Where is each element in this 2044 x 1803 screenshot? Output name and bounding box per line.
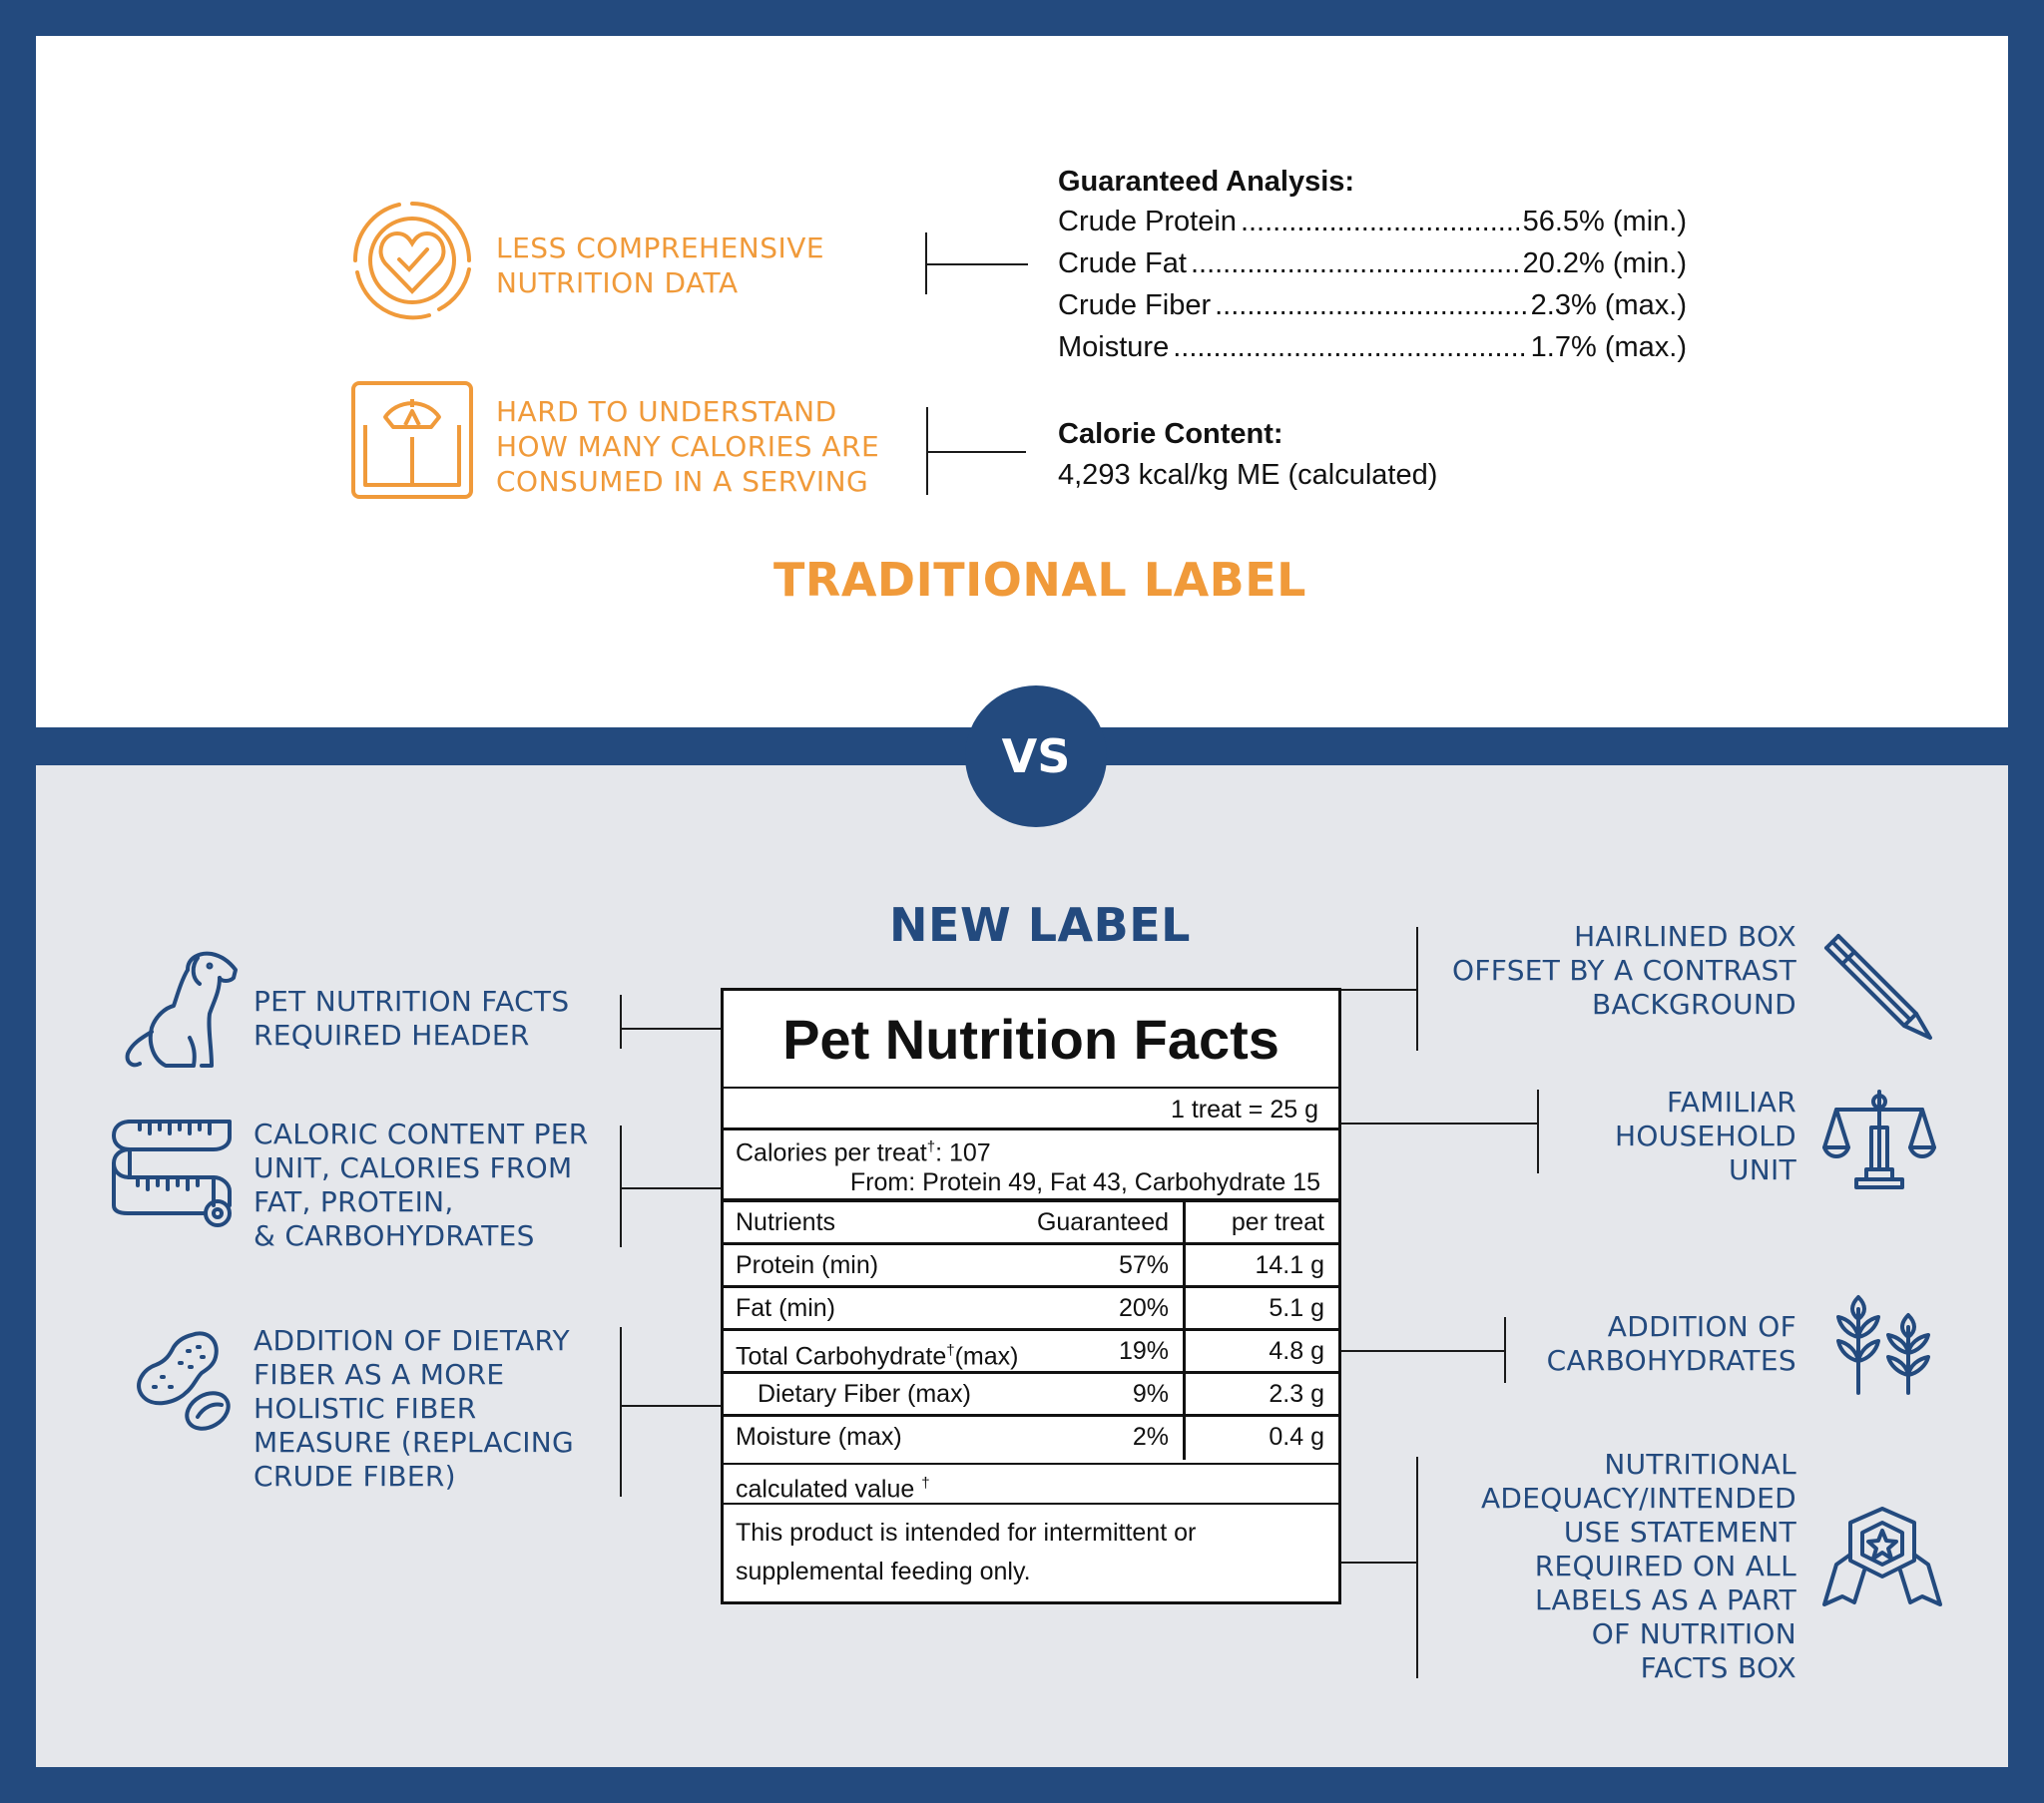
ga-row: Crude Fat ..... 20.2% (min.) bbox=[1058, 247, 1687, 289]
weighing-scale-icon bbox=[349, 377, 475, 501]
pencil-icon bbox=[1822, 932, 1934, 1042]
connector-line bbox=[620, 1187, 723, 1189]
calculated-value-note: calculated value † bbox=[724, 1463, 1338, 1505]
ga-row: Moisture ..... 1.7% (max.) bbox=[1058, 331, 1687, 373]
connector-line bbox=[925, 263, 1028, 265]
pet-nutrition-facts-box bbox=[721, 988, 1341, 1604]
callout-nutritional-adequacy: NUTRITIONAL ADEQUACY/INTENDED USE STATEMENT REQUIRED ON ALL LABELS AS A PART OF NUTRITION FACTS BOX bbox=[1480, 1448, 1796, 1684]
nutrients-table bbox=[724, 1202, 1338, 1460]
calories-block bbox=[724, 1130, 1338, 1202]
calories-from-line: From: Protein 49, Fat 43, Carbohydrate 15 bbox=[849, 1168, 1320, 1196]
dog-icon bbox=[122, 948, 240, 1074]
callout-carbohydrates: ADDITION OF CARBOHYDRATES bbox=[1546, 1310, 1796, 1377]
connector-line bbox=[1341, 1350, 1505, 1352]
wheat-icon bbox=[1828, 1291, 1936, 1395]
connector-bracket bbox=[1537, 1090, 1539, 1173]
calories-line: Calories per treat†: 107 bbox=[736, 1138, 991, 1167]
table-row: Total Carbohydrate†(max) 19% 4.8 g bbox=[724, 1331, 1338, 1374]
new-label-heading: NEW LABEL bbox=[889, 898, 1191, 952]
table-header-row: Nutrients Guaranteed per treat bbox=[724, 1202, 1338, 1245]
callout-dietary-fiber: ADDITION OF DIETARY FIBER AS A MORE HOLISTIC FIBER MEASURE (REPLACING CRUDE FIBER) bbox=[254, 1324, 575, 1493]
table-row: Fat (min) 20% 5.1 g bbox=[724, 1288, 1338, 1331]
peanut-icon bbox=[132, 1327, 236, 1435]
connector-line bbox=[1341, 1123, 1538, 1125]
table-row: Dietary Fiber (max) 9% 2.3 g bbox=[724, 1374, 1338, 1417]
ga-row: Crude Fiber ..... 2.3% (max.) bbox=[1058, 289, 1687, 331]
intended-use-statement: This product is intended for intermittent or supplemental feeding only. bbox=[736, 1519, 1197, 1585]
callout-caloric-content: CALORIC CONTENT PER UNIT, CALORIES FROM FAT, PROTEIN, & CARBOHYDRATES bbox=[254, 1118, 589, 1252]
table-row: Moisture (max) 2% 0.4 g bbox=[736, 1423, 1324, 1451]
vs-badge: VS bbox=[965, 685, 1107, 827]
table-divider bbox=[1183, 1202, 1186, 1460]
table-row: Protein (min) 57% 14.1 g bbox=[724, 1245, 1338, 1288]
traditional-label-heading: TRADITIONAL LABEL bbox=[773, 553, 1306, 607]
guaranteed-analysis-title: Guaranteed Analysis: bbox=[1058, 166, 1355, 198]
serving-size: 1 treat = 25 g bbox=[724, 1089, 1338, 1130]
connector-bracket bbox=[620, 1126, 622, 1247]
guaranteed-analysis-list bbox=[1058, 206, 1687, 373]
facts-title: Pet Nutrition Facts bbox=[724, 991, 1338, 1089]
callout-header: PET NUTRITION FACTS REQUIRED HEADER bbox=[254, 985, 570, 1052]
connector-line bbox=[1341, 989, 1417, 991]
balance-scale-icon bbox=[1822, 1088, 1936, 1191]
heart-check-icon bbox=[349, 198, 475, 323]
measuring-tape-icon bbox=[110, 1116, 234, 1227]
connector-line bbox=[1341, 1562, 1417, 1564]
calorie-content-value: 4,293 kcal/kg ME (calculated) bbox=[1058, 459, 1438, 491]
connector-bracket bbox=[1416, 1457, 1418, 1678]
calorie-content-title: Calorie Content: bbox=[1058, 418, 1283, 450]
callout-household-unit: FAMILIAR HOUSEHOLD UNIT bbox=[1614, 1086, 1796, 1186]
traditional-panel bbox=[36, 36, 2008, 727]
ga-row: Crude Protein ..... 56.5% (min.) bbox=[1058, 206, 1687, 247]
connector-line bbox=[926, 451, 1026, 453]
callout-calories-hard: HARD TO UNDERSTAND HOW MANY CALORIES ARE CONSUMED IN A SERVING bbox=[496, 395, 880, 498]
callout-less-data: LESS COMPREHENSIVE NUTRITION DATA bbox=[496, 231, 825, 299]
award-badge-icon bbox=[1820, 1505, 1944, 1608]
connector-line bbox=[620, 1405, 723, 1407]
connector-bracket bbox=[620, 1327, 622, 1497]
callout-hairlined-box: HAIRLINED BOX OFFSET BY A CONTRAST BACKGROUND bbox=[1452, 920, 1796, 1021]
connector-bracket bbox=[620, 995, 622, 1049]
connector-line bbox=[620, 1028, 723, 1030]
